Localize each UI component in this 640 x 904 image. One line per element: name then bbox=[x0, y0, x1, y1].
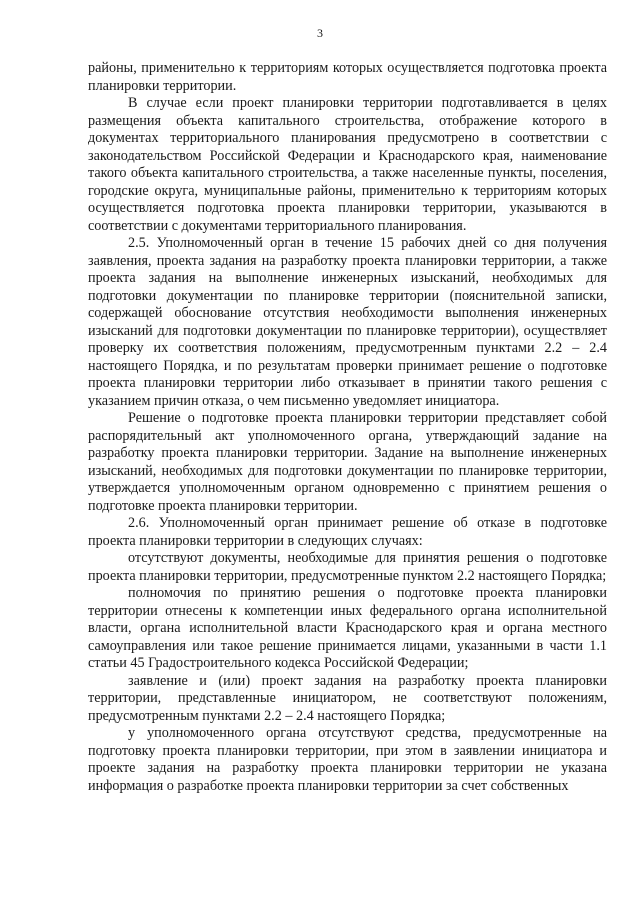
paragraph: Решение о подготовке проекта планировки территории представляет собой распорядительный акт уполномоченного органа, утверждающий задание на разработку проекта планировки территории. Задание на выполнение инженерных изысканий, необходимых для подготовки документации по планировке территории, утверждается уполномоченным органом одновременно с принятием решения о подготовке проекта планировки территории. bbox=[88, 410, 607, 514]
paragraph: В случае если проект планировки территории подготавливается в целях размещения объекта капитального строительства, отображение которого в документах территориального планирования предусмотрено в соответствии с законодательством Российской Федерации и Краснодарского края, наименование такого объекта капитального строительства, а также населенные пункты, поселения, городские округа, муниципальные районы, применительно к территориям которых осуществляется подготовка проекта планировки территории, указываются в соответствии с документами территориального планирования. bbox=[88, 95, 607, 234]
paragraph: у уполномоченного органа отсутствуют средства, предусмотренные на подготовку проекта планировки территории, при этом в заявлении инициатора и проекте задания на разработку проекта планировки территории не указана информация о разработке проекта планировки территории за счет собственных bbox=[88, 725, 607, 794]
paragraph: 2.6. Уполномоченный орган принимает решение об отказе в подготовке проекта планировки территории в следующих случаях: bbox=[88, 515, 607, 549]
page-number: 3 bbox=[317, 26, 323, 40]
paragraph: полномочия по принятию решения о подготовке проекта планировки территории отнесены к компетенции иных федерального органа исполнительной власти, органа исполнительной власти Краснодарского края и органа местного самоуправления или такое решение принимается лицами, указанными в части 1.1 статьи 45 Градостроительного кодекса Российской Федерации; bbox=[88, 585, 607, 671]
paragraph: отсутствуют документы, необходимые для принятия решения о подготовке проекта планировки территории, предусмотренные пунктом 2.2 настоящего Порядка; bbox=[88, 550, 607, 584]
paragraph: заявление и (или) проект задания на разработку проекта планировки территории, представленные инициатором, не соответствуют положениям, предусмотренным пунктами 2.2 – 2.4 настоящего Порядка; bbox=[88, 672, 607, 724]
paragraph: районы, применительно к территориям которых осуществляется подготовка проекта планировки территории. bbox=[88, 60, 607, 94]
paragraph: 2.5. Уполномоченный орган в течение 15 рабочих дней со дня получения заявления, проекта задания на разработку проекта планировки территории, а также проекта задания на выполнение инженерных изысканий, необходимых для подготовки документации по планировке территории (пояснительной записки, содержащей обоснование отсутствия необходимости выполнения инженерных изысканий для подготовки документации по планировке территории), осуществляет проверку их соответствия положениям, предусмотренным пунктами 2.2 – 2.4 настоящего Порядка, и по результатам проверки принимает решение о подготовке проекта планировки территории либо отказывает в принятии такого решения с указанием причин отказа, о чем письменно уведомляет инициатора. bbox=[88, 235, 607, 409]
document-body bbox=[88, 60, 607, 795]
